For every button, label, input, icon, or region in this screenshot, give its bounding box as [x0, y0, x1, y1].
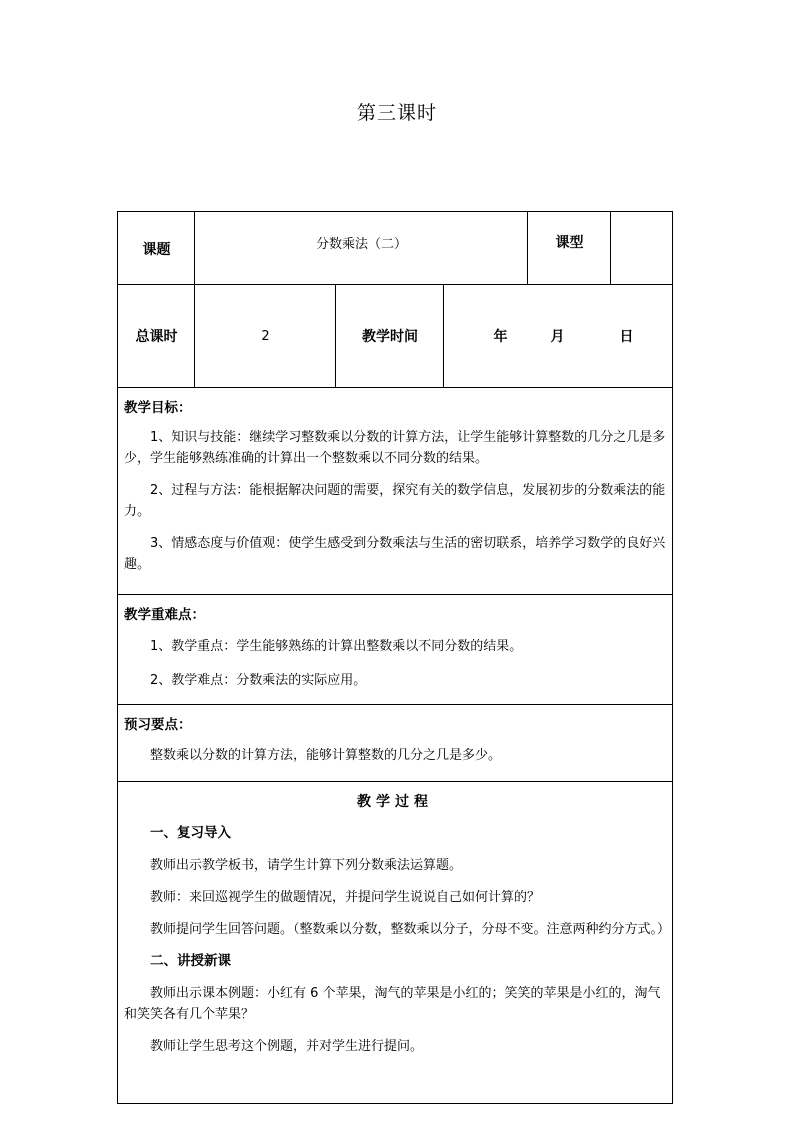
process-item: 教师提问学生回答问题。（整数乘以分数，整数乘以分子，分母不变。注意两种约分方式。）	[150, 922, 671, 937]
type-label: 课型	[555, 235, 584, 251]
divider	[194, 212, 195, 387]
process-section	[118, 792, 672, 1057]
process-heading: 教学过程	[357, 794, 433, 810]
divider	[527, 212, 528, 284]
divider	[118, 284, 672, 285]
teaching-date	[444, 285, 673, 387]
key-points-heading: 教学重难点：	[124, 607, 205, 623]
teaching-time-label: 教学时间	[362, 329, 418, 345]
type-value	[611, 212, 673, 285]
divider	[118, 704, 672, 705]
key-point-item: 1、教学重点：学生能够熟练的计算出整数乘以不同分数的结果。	[150, 639, 523, 654]
objective-item: 1、知识与技能：继续学习整数乘以分数的计算方法，让学生能够计算整数的几分之几是多少，学生能够熟练准确的计算出一个整数乘以不同分数的结果。	[124, 430, 666, 466]
date-month: 月	[550, 329, 565, 345]
preview-section	[118, 715, 672, 766]
topic-value: 分数乘法（二）	[315, 236, 407, 252]
date-day: 日	[619, 329, 634, 345]
divider	[443, 284, 444, 387]
topic-label: 课题	[142, 241, 171, 258]
objectives-section	[118, 398, 672, 575]
divider	[118, 387, 672, 388]
key-point-item: 2、教学难点：分数乘法的实际应用。	[150, 673, 367, 688]
total-lessons-value: 2	[261, 328, 270, 344]
total-lessons-label: 总课时	[135, 329, 178, 345]
objective-item: 2、过程与方法：能根据解决问题的需要，探究有关的数学信息，发展初步的分数乘法的能力。	[124, 483, 666, 519]
divider	[118, 781, 672, 782]
objective-item: 3、情感态度与价值观：使学生感受到分数乘法与生活的密切联系，培养学习数学的良好兴趣。	[124, 536, 666, 572]
page-title: 第三课时	[356, 102, 437, 124]
process-item: 教师出示课本例题：小红有 6 个苹果，淘气的苹果是小红的；笑笑的苹果是小红的，淘气和笑笑各有几个苹果？	[124, 986, 661, 1022]
objectives-heading: 教学目标：	[124, 400, 192, 416]
part2-title: 二、讲授新课	[150, 953, 231, 969]
date-year: 年	[493, 329, 508, 345]
divider	[118, 594, 672, 595]
divider	[335, 284, 336, 387]
key-points-section	[118, 605, 672, 691]
part1-title: 一、复习导入	[150, 825, 231, 841]
process-item: 教师出示教学板书，请学生计算下列分数乘法运算题。	[150, 858, 463, 873]
process-item: 教师：来回巡视学生的做题情况，并提问学生说说自己如何计算的？	[150, 890, 541, 905]
process-item: 教师让学生思考这个例题，并对学生进行提问。	[150, 1039, 424, 1054]
divider	[610, 212, 611, 284]
preview-heading: 预习要点：	[124, 717, 192, 733]
preview-text: 整数乘以分数的计算方法，能够计算整数的几分之几是多少。	[150, 748, 502, 763]
lesson-plan-table	[117, 211, 673, 1104]
